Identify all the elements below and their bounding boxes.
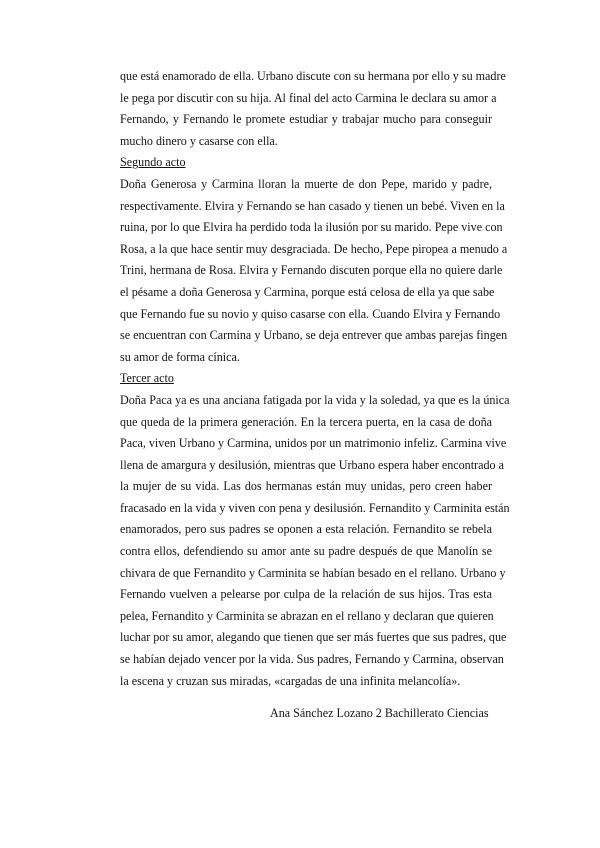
act3-summary: [120, 390, 510, 692]
text-line: fracasado en la vida y viven con pena y desilusión. Fernandito y Carminita están: [120, 500, 510, 515]
text-line: que Fernando fue su novio y quiso casarse con ella. Cuando Elvira y Fernando: [120, 306, 501, 321]
text-line: Trini, hermana de Rosa. Elvira y Fernando discuten porque ella no quiere darle: [120, 263, 503, 278]
text-line: Fernando, y Fernando le promete estudiar y trabajar mucho para conseguir: [120, 112, 492, 127]
text-line: contra ellos, defendiendo su amor ante su padre después de que Manolín se: [120, 544, 492, 559]
text-line: se encuentran con Carmina y Urbano, se deja entrever que ambas parejas fingen: [120, 328, 508, 343]
body-text: [120, 66, 510, 692]
author-signature: Ana Sánchez Lozano 2 Bachillerato Ciencias: [270, 706, 489, 720]
text-line: luchar por su amor, alegando que tienen que ser más fuertes que sus padres, que: [120, 630, 507, 645]
text-line: la mujer de su vida. Las dos hermanas están muy unidas, pero creen haber: [120, 479, 492, 494]
text-line: mucho dinero y casarse con ella.: [120, 133, 278, 148]
text-line: la escena y cruzan sus miradas, «cargadas de una infinita melancolía».: [120, 673, 461, 688]
text-line: enamorados, pero sus padres se oponen a esta relación. Fernandito se rebela: [120, 522, 492, 537]
text-line: Doña Paca ya es una anciana fatigada por la vida y la soledad, ya que es la única: [120, 392, 510, 407]
text-line: Paca, viven Urbano y Carmina, unidos por un matrimonio infeliz. Carmina vive: [120, 436, 507, 451]
text-line: que está enamorado de ella. Urbano discute con su hermana por ello y su madre: [120, 69, 506, 83]
act2-summary: [120, 174, 508, 368]
section-heading-third-act: Tercer acto: [120, 371, 174, 386]
text-line: Doña Generosa y Carmina lloran la muerte de don Pepe, marido y padre,: [120, 176, 492, 191]
text-line: el pésame a doña Generosa y Carmina, porque está celosa de ella ya que sabe: [120, 284, 495, 299]
section-heading-second-act: Segundo acto: [120, 155, 186, 170]
text-line: ruina, por lo que Elvira ha perdido toda la ilusión por su marido. Pepe vive con: [120, 220, 503, 235]
text-line: chivara de que Fernandito y Carminita se habían besado en el rellano. Urbano y: [120, 565, 506, 580]
text-line: Fernando vuelven a pelearse por culpa de la relación de sus hijos. Tras esta: [120, 587, 492, 602]
text-line: llena de amargura y desilusión, mientras que Urbano espera haber encontrado a: [120, 457, 504, 472]
text-line: pelea, Fernandito y Carminita se abrazan en el rellano y declaran que quieren: [120, 608, 494, 623]
act1-summary-end: [120, 66, 506, 152]
text-line: respectivamente. Elvira y Fernando se han casado y tienen un bebé. Viven en la: [120, 198, 505, 213]
text-line: se habían dejado vencer por la vida. Sus padres, Fernando y Carmina, observan: [120, 652, 504, 667]
text-line: le pega por discutir con su hija. Al final del acto Carmina le declara su amor a: [120, 90, 497, 105]
text-line: que queda de la primera generación. En la tercera puerta, en la casa de doña: [120, 414, 492, 429]
text-line: Rosa, a la que hace sentir muy desgraciada. De hecho, Pepe piropea a menudo a: [120, 241, 508, 256]
text-line: su amor de forma cínica.: [120, 349, 240, 364]
